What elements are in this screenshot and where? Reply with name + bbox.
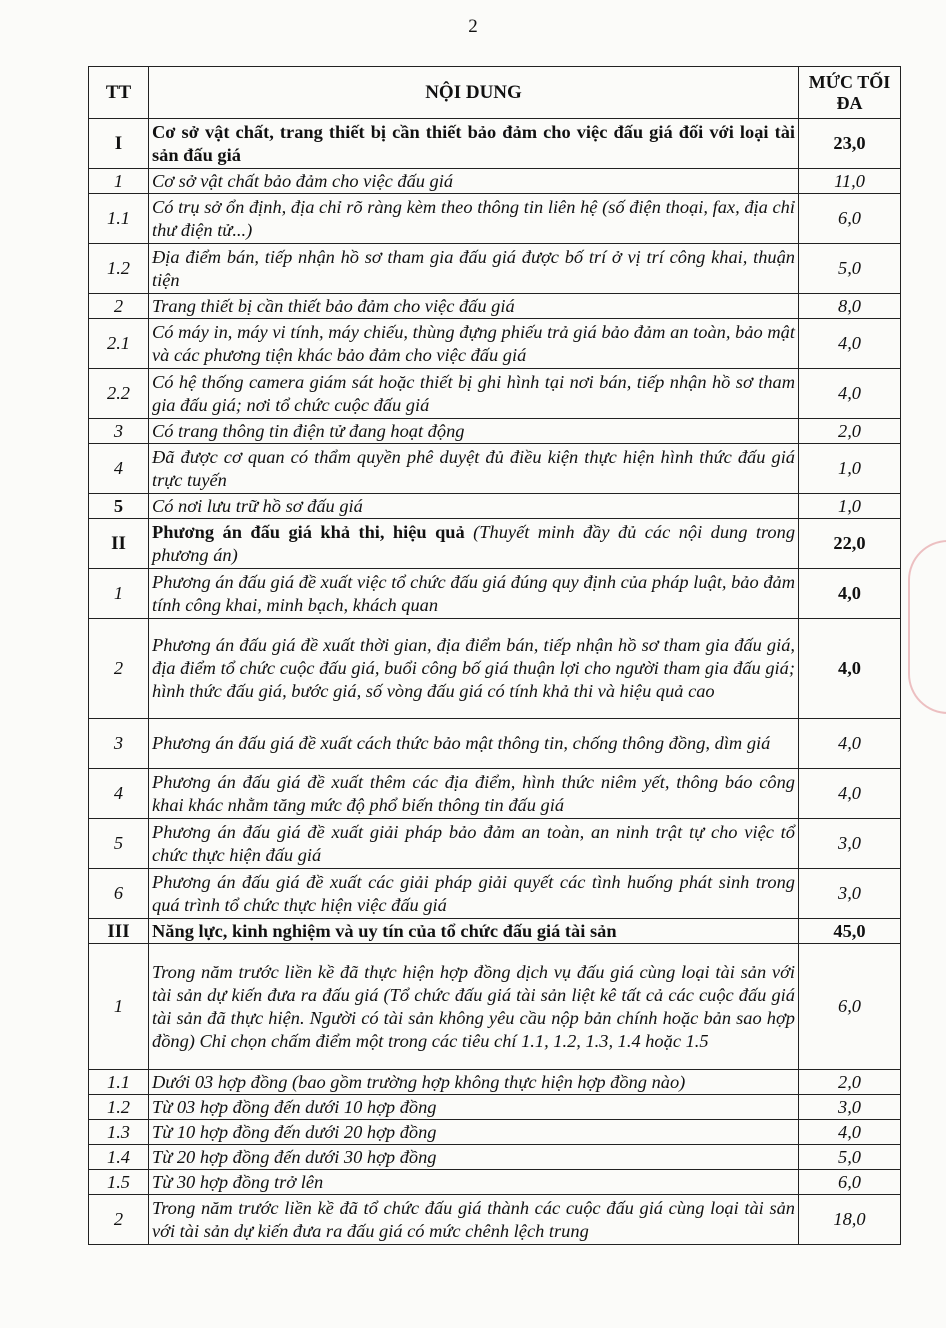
row-content-text: Có trụ sở ổn định, địa chỉ rõ ràng kèm theo thông tin liên hệ (số điện thoại, fax, địa chỉ thư điện tử...) [152, 196, 795, 240]
row-content [149, 519, 799, 569]
row-content-text: Có hệ thống camera giám sát hoặc thiết bị ghi hình tại nơi bán, tiếp nhận hồ sơ tham gia đấu giá; nơi tổ chức cuộc đấu giá [152, 371, 795, 415]
stamp-fragment [908, 540, 946, 714]
row-max-score: 5,0 [799, 244, 901, 294]
row-content-text: Trang thiết bị cần thiết bảo đảm cho việc đấu giá [152, 295, 515, 316]
row-content [149, 244, 799, 294]
row-number: 2 [89, 294, 149, 319]
row-content [149, 719, 799, 769]
row-max-score: 4,0 [799, 769, 901, 819]
row-max-score: 11,0 [799, 169, 901, 194]
header-tt: TT [89, 67, 149, 119]
table-row [89, 294, 901, 319]
table-header-row [89, 67, 901, 119]
row-content-text: Địa điểm bán, tiếp nhận hồ sơ tham gia đấu giá được bố trí ở vị trí công khai, thuận tiện [152, 246, 795, 290]
row-max-score: 4,0 [799, 369, 901, 419]
row-number: 1.2 [89, 1095, 149, 1120]
row-max-score: 4,0 [799, 319, 901, 369]
table-row [89, 494, 901, 519]
row-max-score: 2,0 [799, 419, 901, 444]
row-max-score: 3,0 [799, 869, 901, 919]
row-number: 2 [89, 1195, 149, 1245]
table-row [89, 919, 901, 944]
row-max-score: 5,0 [799, 1145, 901, 1170]
row-number: 6 [89, 869, 149, 919]
row-number: III [89, 919, 149, 944]
table-body [89, 119, 901, 1245]
table-row [89, 194, 901, 244]
row-number: 1.5 [89, 1170, 149, 1195]
row-number: 3 [89, 419, 149, 444]
table-row [89, 1095, 901, 1120]
table-row [89, 769, 901, 819]
row-content [149, 619, 799, 719]
row-content-text: Phương án đấu giá đề xuất việc tổ chức đấu giá đúng quy định của pháp luật, bảo đảm tính công khai, minh bạch, khách quan [152, 571, 795, 615]
row-content [149, 1070, 799, 1095]
row-content [149, 1145, 799, 1170]
row-content-text: Phương án đấu giá đề xuất giải pháp bảo đảm an toàn, an ninh trật tự cho việc tổ chức thực hiện đấu giá [152, 821, 795, 865]
row-max-score: 45,0 [799, 919, 901, 944]
row-content [149, 119, 799, 169]
table-row [89, 319, 901, 369]
row-number: 1 [89, 944, 149, 1070]
row-max-score: 3,0 [799, 819, 901, 869]
row-number: 4 [89, 769, 149, 819]
table-row [89, 719, 901, 769]
row-max-score: 6,0 [799, 944, 901, 1070]
table-row [89, 1145, 901, 1170]
row-content [149, 1195, 799, 1245]
row-content-text: Phương án đấu giá khả thi, hiệu quả [152, 521, 465, 542]
page-number: 2 [468, 16, 478, 37]
scoring-table [88, 66, 901, 1245]
row-content-text: Cơ sở vật chất bảo đảm cho việc đấu giá [152, 170, 454, 191]
row-content-text: Dưới 03 hợp đồng (bao gồm trường hợp không thực hiện hợp đồng nào) [152, 1071, 686, 1092]
table-row [89, 1070, 901, 1095]
table-row [89, 944, 901, 1070]
row-number: 2.2 [89, 369, 149, 419]
row-content [149, 869, 799, 919]
row-content [149, 319, 799, 369]
row-max-score: 4,0 [799, 719, 901, 769]
row-number: 5 [89, 819, 149, 869]
row-content-text: Phương án đấu giá đề xuất các giải pháp giải quyết các tình huống phát sinh trong quá trình tổ chức thực hiện việc đấu giá [152, 871, 795, 915]
row-content-text: Từ 03 hợp đồng đến dưới 10 hợp đồng [152, 1096, 437, 1117]
row-max-score: 1,0 [799, 444, 901, 494]
row-content [149, 444, 799, 494]
row-number: II [89, 519, 149, 569]
row-content-text: Cơ sở vật chất, trang thiết bị cần thiết bảo đảm cho việc đấu giá đối với loại tài sản đấu giá [152, 121, 795, 165]
header-content: NỘI DUNG [149, 67, 799, 119]
header-max-score: MỨC TỐI ĐA [799, 67, 901, 119]
table-row [89, 169, 901, 194]
row-content-text: Từ 30 hợp đồng trở lên [152, 1171, 324, 1192]
row-content-text: Phương án đấu giá đề xuất thời gian, địa điểm bán, tiếp nhận hồ sơ tham gia đấu giá, địa điểm tổ chức cuộc đấu giá, buổi công bố giá thuận lợi cho người tham gia đấu giá; hình thức đấu giá, bước giá, số vòng đấu giá có tính khả thi và hiệu quả cao [152, 635, 795, 701]
row-content-text: Có máy in, máy vi tính, máy chiếu, thùng đựng phiếu trả giá bảo đảm an toàn, bảo mật và các phương tiện khác bảo đảm cho việc đấu giá [152, 321, 795, 365]
row-content-text: Có trang thông tin điện tử đang hoạt động [152, 420, 465, 441]
table-row [89, 819, 901, 869]
row-content [149, 169, 799, 194]
table-row [89, 519, 901, 569]
row-number: 1.1 [89, 1070, 149, 1095]
table-row [89, 419, 901, 444]
row-content [149, 569, 799, 619]
row-number: 1.1 [89, 194, 149, 244]
row-content [149, 1170, 799, 1195]
row-max-score: 23,0 [799, 119, 901, 169]
row-max-score: 8,0 [799, 294, 901, 319]
row-content [149, 919, 799, 944]
row-content-text: Năng lực, kinh nghiệm và uy tín của tổ chức đấu giá tài sản [152, 920, 617, 941]
table-row [89, 444, 901, 494]
row-number: 2.1 [89, 319, 149, 369]
row-content-note: (Thuyết minh đầy đủ các nội dung trong phương án) [152, 521, 796, 565]
row-content [149, 294, 799, 319]
row-content [149, 819, 799, 869]
row-max-score: 2,0 [799, 1070, 901, 1095]
row-content-text: Trong năm trước liền kề đã thực hiện hợp đồng dịch vụ đấu giá cùng loại tài sản với tài sản dự kiến đưa ra đấu giá (Tổ chức đấu giá tài sản liệt kê tất cả các cuộc đấu giá tài sản đã thực hiện. Người có tài sản không yêu cầu nộp bản chính hoặc bản sao hợp đồng) Chỉ chọn chấm điểm một trong các tiêu chí 1.1, 1.2, 1.3, 1.4 hoặc 1.5 [152, 961, 795, 1051]
row-number: 1.2 [89, 244, 149, 294]
row-max-score: 6,0 [799, 1170, 901, 1195]
row-number: 3 [89, 719, 149, 769]
table-row [89, 369, 901, 419]
row-content-text: Từ 10 hợp đồng đến dưới 20 hợp đồng [152, 1121, 437, 1142]
row-content-text: Từ 20 hợp đồng đến dưới 30 hợp đồng [152, 1146, 437, 1167]
row-max-score: 22,0 [799, 519, 901, 569]
row-max-score: 6,0 [799, 194, 901, 244]
table-row [89, 244, 901, 294]
row-content [149, 1120, 799, 1145]
row-number: 1.4 [89, 1145, 149, 1170]
table-row [89, 1120, 901, 1145]
row-number: 4 [89, 444, 149, 494]
row-max-score: 3,0 [799, 1095, 901, 1120]
row-content [149, 369, 799, 419]
row-max-score: 1,0 [799, 494, 901, 519]
table-row [89, 1195, 901, 1245]
row-content-text: Phương án đấu giá đề xuất cách thức bảo mật thông tin, chống thông đồng, dìm giá [152, 733, 771, 753]
row-number: 1 [89, 569, 149, 619]
row-content [149, 769, 799, 819]
row-content [149, 194, 799, 244]
row-max-score: 4,0 [799, 619, 901, 719]
row-max-score: 18,0 [799, 1195, 901, 1245]
row-max-score: 4,0 [799, 1120, 901, 1145]
row-max-score: 4,0 [799, 569, 901, 619]
table-row [89, 1170, 901, 1195]
row-content [149, 494, 799, 519]
row-content [149, 419, 799, 444]
row-number: 2 [89, 619, 149, 719]
row-number: I [89, 119, 149, 169]
table-row [89, 119, 901, 169]
row-content-text: Đã được cơ quan có thẩm quyền phê duyệt đủ điều kiện thực hiện hình thức đấu giá trực tuyến [152, 446, 795, 490]
row-number: 1 [89, 169, 149, 194]
table-row [89, 569, 901, 619]
row-content-text: Phương án đấu giá đề xuất thêm các địa điểm, hình thức niêm yết, thông báo công khai khác nhằm tăng mức độ phổ biến thông tin đấu giá [152, 771, 795, 815]
row-number: 1.3 [89, 1120, 149, 1145]
table-row [89, 869, 901, 919]
row-content-text: Có nơi lưu trữ hồ sơ đấu giá [152, 495, 363, 516]
row-content [149, 944, 799, 1070]
row-content-text: Trong năm trước liền kề đã tổ chức đấu giá thành các cuộc đấu giá cùng loại tài sản với tài sản dự kiến đưa ra đấu giá có mức chênh lệch trung [152, 1197, 795, 1241]
table-row [89, 619, 901, 719]
row-content [149, 1095, 799, 1120]
row-number: 5 [89, 494, 149, 519]
